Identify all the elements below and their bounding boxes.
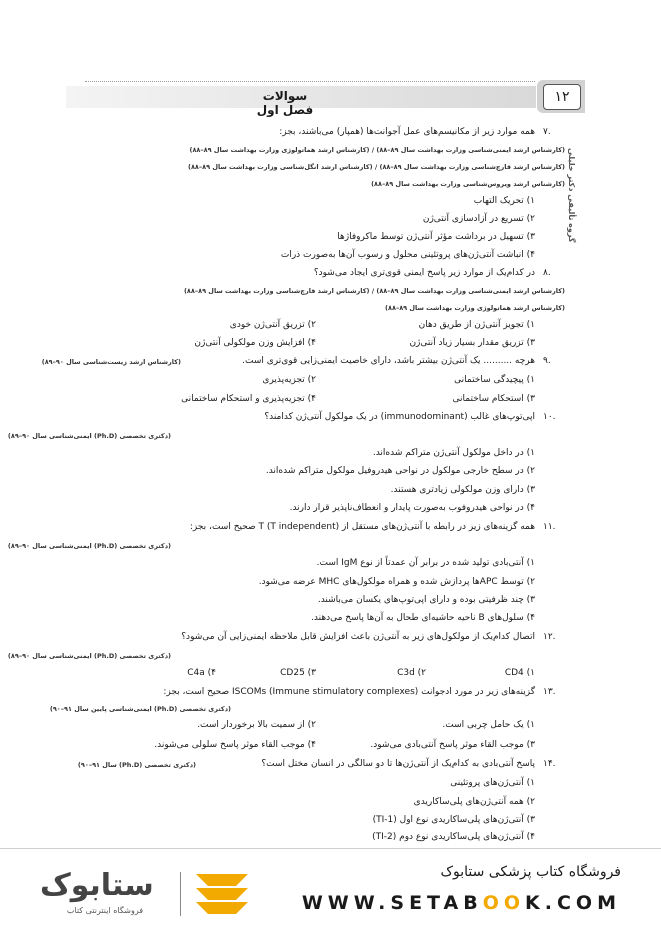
question-text: اپی‌توپ‌های غالب (immunodominant) در یک مولکول آنتی‌ژن کدامند؟ <box>264 412 535 422</box>
question-number: ۷. <box>543 127 551 137</box>
answer-option: ۳) چند ظرفیتی بوده و دارای اپی‌توپ‌های یکسان می‌باشند. <box>317 595 535 605</box>
question-source: (کارشناس ارشد قارچ‌شناسی وزارت بهداشت سال ۸۹–۸۸) / (کارشناس ارشد انگل‌شناسی وزارت بهداشت سال ۸۹–۸۸) <box>187 163 565 171</box>
answer-option: ۳) آنتی‌ژن‌های پلی‌ساکاریدی نوع اول (TI-1) <box>372 815 535 825</box>
question-text: در کدام‌یک از موارد زیر پاسخ ایمنی قوی‌تری ایجاد می‌شود؟ <box>313 268 535 278</box>
answer-option: ۴) انباشت آنتی‌ژن‌های پروتئینی محلول و رسوب آن‌ها به‌صورت ذرات <box>280 250 535 260</box>
answer-option: ۴) افزایش وزن مولکولی آنتی‌ژن <box>194 338 316 348</box>
question-text: همه موارد زیر از مکانیسم‌های عمل آجوانت‌ها (همپار) می‌باشند، بجز: <box>279 127 535 137</box>
answer-option: ۲) توسط APCها پردازش شده و همراه مولکول‌های MHC عرضه می‌شود. <box>258 577 535 587</box>
answer-option: ۳) دارای وزن مولکولی زیادتری هستند. <box>390 485 535 495</box>
answer-option: ۳) تزریق مقدار بسیار زیاد آنتی‌ژن <box>409 338 535 348</box>
answer-option: ۲) تزریق آنتی‌ژن خودی <box>229 320 316 330</box>
question-number: ۱۰. <box>543 412 556 422</box>
question-number: ۱۳. <box>543 687 556 697</box>
answer-option: ۲) همه آنتی‌ژن‌های پلی‌ساکاریدی <box>413 797 535 807</box>
answer-option: ۱) آنتی‌ژن‌های پروتئینی <box>450 778 535 788</box>
question-source: (دکتری تخصصی (Ph.D) ایمنی‌شناسی سال ۹۰–۸۹) <box>7 652 171 660</box>
question-number: ۱۱. <box>543 522 556 532</box>
question-source: (دکتری تخصصی (Ph.D) ایمنی‌شناسی سال ۹۰–۸۹) <box>7 432 171 440</box>
answer-option: C4a (۴ <box>187 668 216 678</box>
answer-option: ۲) از سمیت بالا برخوردار است. <box>197 720 316 730</box>
answer-option: ۱) در داخل مولکول آنتی‌ژن متراکم شده‌اند. <box>372 448 535 458</box>
logo-wordmark: ستابوک <box>40 868 154 903</box>
question-number: ۱۴. <box>543 759 556 769</box>
question-text: پاسخ آنتی‌بادی به کدام‌یک از آنتی‌ژن‌ها تا دو سالگی در انسان مختل است؟ <box>261 759 535 769</box>
answer-option: ۱) تحریک التهاب <box>473 196 535 206</box>
answer-option: CD25 (۳ <box>280 668 316 678</box>
book-logo-icon <box>192 870 252 922</box>
question-source: (کارشناس ارشد زیست‌شناسی سال ۹۰–۸۹) <box>41 358 181 366</box>
answer-option: ۱) تجویز آنتی‌ژن از طریق دهان <box>418 320 535 330</box>
question-text: گزینه‌های زیر در مورد ادجوانت ISCOMs (Immune stimulatory complexes) صحیح است، بجز: <box>163 687 535 697</box>
logo-separator <box>180 872 181 916</box>
answer-option: ۲) در سطح خارجی مولکول در نواحی هیدروفیل مولکول متراکم شده‌اند. <box>265 466 535 476</box>
question-text: هرچه .......... یک آنتی‌ژن بیشتر باشد، دارای خاصیت ایمنی‌زایی قوی‌تری است. <box>242 356 535 366</box>
store-url[interactable]: WWW.SETABOOK.COM <box>301 892 621 914</box>
question-source: (کارشناس ارشد ایمنی‌شناسی وزارت بهداشت سال ۸۹–۸۸) / (کارشناس ارشد قارچ‌شناسی وزارت بهداشت سال ۸۹–۸۸) <box>183 287 565 295</box>
answer-option: ۱) پیچیدگی ساختمانی <box>454 375 535 385</box>
answer-option: ۴) موجب القاء موثر پاسخ سلولی می‌شوند. <box>154 740 316 750</box>
question-source: (کارشناس ارشد ایمنی‌شناسی وزارت بهداشت سال ۸۹–۸۸) / (کارشناس ارشد هماتولوژی وزارت بهداشت سال ۸۹–۸۸) <box>189 146 565 154</box>
question-number: ۸. <box>543 268 551 278</box>
answer-option: ۳) تسهیل در برداشت مؤثر آنتی‌ژن توسط ماکروفاژها <box>337 232 535 242</box>
question-number: ۱۲. <box>543 632 556 642</box>
question-source: (دکتری تخصصی (Ph.D) ایمنی‌شناسی پایین سال ۹۱–۹۰) <box>49 705 231 713</box>
answer-option: ۴) آنتی‌ژن‌های پلی‌ساکاریدی نوع دوم (TI-2) <box>372 832 535 842</box>
question-source: (کارشناس ارشد ویروس‌شناسی وزارت بهداشت سال ۸۹–۸۸) <box>371 180 565 188</box>
page-number: ۱۲ <box>543 84 581 110</box>
answer-option: ۴) در نواحی هیدروفوب به‌صورت پایدار و انعطاف‌ناپذیر قرار دارند. <box>289 503 535 513</box>
question-source: (دکتری تخصصی (Ph.D) ایمنی‌شناسی سال ۹۰–۸۹) <box>7 542 171 550</box>
logo-subtitle: فروشگاه اینترنتی کتاب <box>66 906 144 915</box>
answer-option: CD4 (۱ <box>504 668 535 678</box>
side-author-label: گروه تألیفی دکتر خلیلی <box>567 147 576 242</box>
footer-divider <box>0 848 661 849</box>
answer-option: ۴) سلول‌های B ناحیه حاشیه‌ای طحال به آن‌ها پاسخ می‌دهند. <box>311 613 535 623</box>
question-source: (کارشناس ارشد هماتولوژی وزارت بهداشت سال ۸۹–۸۸) <box>385 304 565 312</box>
answer-option: ۱) یک حامل چربی است. <box>442 720 535 730</box>
question-number: ۹. <box>543 356 551 366</box>
page-title: سوالات فصل اول <box>256 89 314 117</box>
answer-option: C3d (۲ <box>397 668 426 678</box>
answer-option: ۲) تجزیه‌پذیری <box>262 375 316 385</box>
answer-option: ۳) موجب القاء موثر پاسخ آنتی‌بادی می‌شود. <box>370 740 535 750</box>
answer-option: ۴) تجزیه‌پذیری و استحکام ساختمانی <box>181 394 316 404</box>
answer-option: ۲) تسریع در آزادسازی آنتی‌ژن <box>422 214 535 224</box>
question-source: (دکتری تخصصی (Ph.D) سال ۹۱–۹۰) <box>77 761 196 769</box>
answer-option: ۳) استحکام ساختمانی <box>452 394 535 404</box>
store-name: فروشگاه کتاب پزشکی ستابوک <box>440 864 621 880</box>
answer-option: ۱) آنتی‌بادی تولید شده در برابر آن عمدتاً از نوع IgM است. <box>316 558 535 568</box>
question-text: همه گزینه‌های زیر در رابطه با آنتی‌ژن‌های مستقل از T (T independent) صحیح است، بجز: <box>189 522 535 532</box>
question-text: اتصال کدام‌یک از مولکول‌های زیر به آنتی‌ژن باعث افزایش قابل ملاحظه ایمنی‌زایی آن می‌شود؟ <box>181 632 535 642</box>
header-dotted-rule <box>85 81 535 82</box>
